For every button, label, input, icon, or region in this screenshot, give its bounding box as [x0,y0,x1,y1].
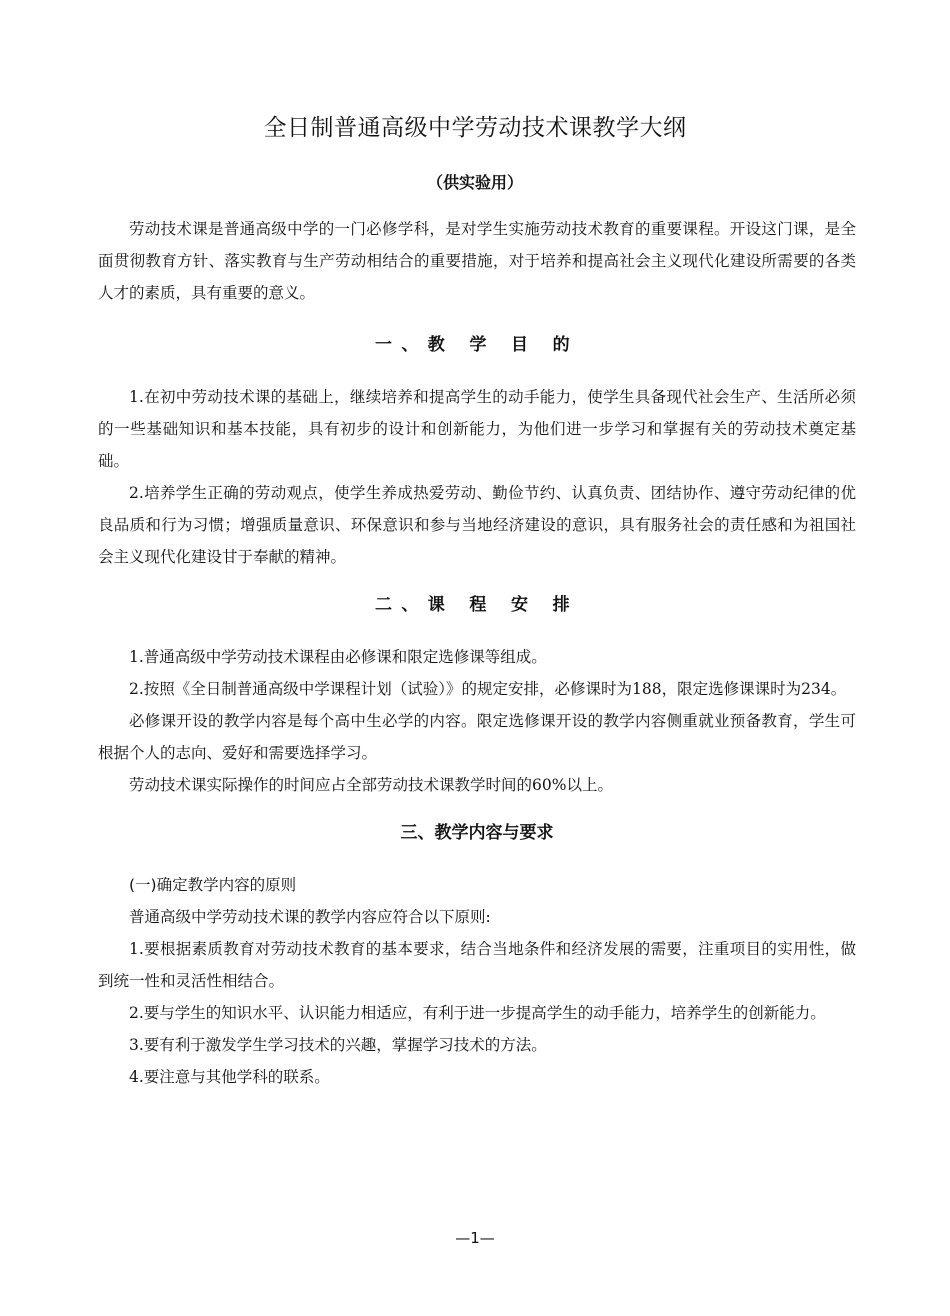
section-3-paragraph-4: 3.要有利于激发学生学习技术的兴趣，掌握学习技术的方法。 [129,1036,547,1054]
section-2-paragraph-3: 必修课开设的教学内容是每个高中生必学的内容。限定选修课开设的教学内容侧重就业预备教育，学生可根据个人的志向、爱好和需要选择学习。 [98,712,856,762]
intro-paragraph: 劳动技术课是普通高级中学的一门必修学科，是对学生实施劳动技术教育的重要课程。开设这门课，是全面贯彻教育方针、落实教育与生产劳动相结合的重要措施，对于培养和提高社会主义现代化建设所需要的各类人才的素质，具有重要的意义。 [98,220,856,302]
section-2-paragraph-2: 2.按照《全日制普通高级中学课程计划（试验）》的规定安排，必修课时为188，限定选修课课时为234。 [129,680,847,698]
section-3-paragraph-3: 2.要与学生的知识水平、认识能力相适应，有利于进一步提高学生的动手能力，培养学生的创新能力。 [129,1004,826,1022]
subsection-heading-content-principles: (一)确定教学内容的原则 [129,876,297,894]
page-number: —1— [455,1229,495,1247]
section-heading-content-requirements: 三、教学内容与要求 [400,823,554,843]
section-3-paragraph-2: 1.要根据素质教育对劳动技术教育的基本要求，结合当地条件和经济发展的需要，注重项目的实用性，做到统一性和灵活性相结合。 [98,940,856,990]
section-1-paragraph-2: 2.培养学生正确的劳动观点，使学生养成热爱劳动、勤俭节约、认真负责、团结协作、遵守劳动纪律的优良品质和行为习惯；增强质量意识、环保意识和参与当地经济建设的意识，具有服务社会的责任感和为祖国社会主义现代化建设甘于奉献的精神。 [98,484,856,566]
section-3-paragraph-1: 普通高级中学劳动技术课的教学内容应符合以下原则: [129,908,491,926]
section-heading-teaching-goals: 一、教 学 目 的 [375,335,579,355]
section-2-paragraph-1: 1.普通高级中学劳动技术课程由必修课和限定选修课等组成。 [129,648,547,666]
document-title: 全日制普通高级中学劳动技术课教学大纲 [263,115,687,141]
document-body [98,213,856,1093]
section-heading-course-arrangement: 二、课 程 安 排 [375,595,579,615]
section-1-paragraph-1: 1.在初中劳动技术课的基础上，继续培养和提高学生的动手能力，使学生具备现代社会生产、生活所必须的一些基础知识和基本技能，具有初步的设计和创新能力，为他们进一步学习和掌握有关的劳动技术奠定基础。 [98,388,856,470]
section-2-paragraph-4: 劳动技术课实际操作的时间应占全部劳动技术课教学时间的60%以上。 [129,776,613,794]
section-3-paragraph-5: 4.要注意与其他学科的联系。 [129,1068,330,1086]
document-subtitle: （供实验用） [426,173,523,192]
